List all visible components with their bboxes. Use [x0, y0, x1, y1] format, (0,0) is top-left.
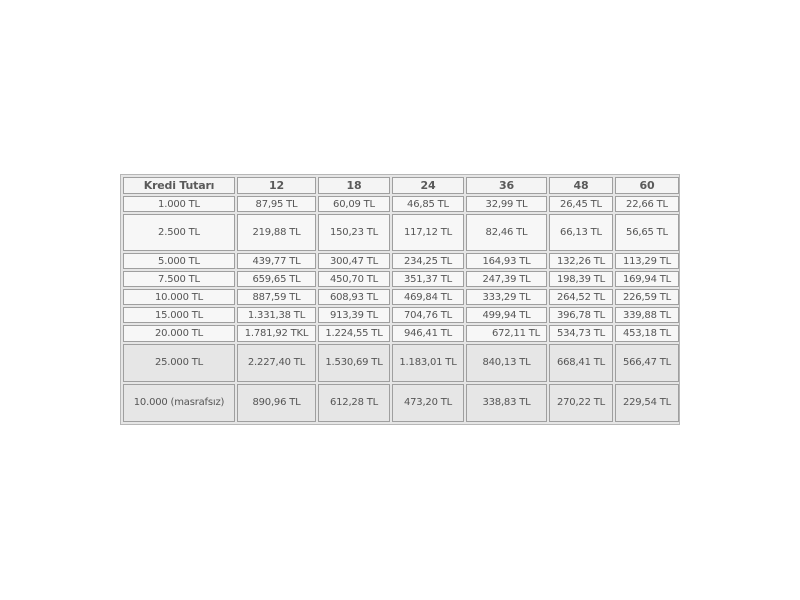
table-cell: 339,88 TL: [615, 307, 679, 323]
table-cell: 913,39 TL: [318, 307, 390, 323]
table-cell: 450,70 TL: [318, 271, 390, 287]
table-cell: 333,29 TL: [466, 289, 547, 305]
table-header-row: [123, 177, 679, 194]
table-cell: 351,37 TL: [392, 271, 464, 287]
table-cell: 396,78 TL: [549, 307, 613, 323]
table-row: [123, 214, 679, 251]
table-row: [123, 289, 679, 305]
table-cell: 534,73 TL: [549, 325, 613, 341]
table-cell: 887,59 TL: [237, 289, 316, 305]
table-row: [123, 307, 679, 323]
table-cell: 150,23 TL: [318, 214, 390, 251]
table-cell: 117,12 TL: [392, 214, 464, 251]
table-cell: 2.227,40 TL: [237, 344, 316, 382]
table-cell: 439,77 TL: [237, 253, 316, 269]
table-cell: 219,88 TL: [237, 214, 316, 251]
table-cell: 87,95 TL: [237, 196, 316, 212]
header-cell-term: 24: [392, 177, 464, 194]
table-cell: 453,18 TL: [615, 325, 679, 341]
table-cell: 612,28 TL: [318, 384, 390, 422]
table-cell: 338,83 TL: [466, 384, 547, 422]
table-row: [123, 253, 679, 269]
table-cell: 1.331,38 TL: [237, 307, 316, 323]
table-cell: 132,26 TL: [549, 253, 613, 269]
table-row: [123, 325, 679, 341]
table-cell: 32,99 TL: [466, 196, 547, 212]
table-cell: 840,13 TL: [466, 344, 547, 382]
table-cell: 26,45 TL: [549, 196, 613, 212]
table-cell: 229,54 TL: [615, 384, 679, 422]
table-row: [123, 344, 679, 382]
table-cell: 56,65 TL: [615, 214, 679, 251]
table-cell: 1.000 TL: [123, 196, 235, 212]
table-cell: 66,13 TL: [549, 214, 613, 251]
table-cell: 60,09 TL: [318, 196, 390, 212]
table-cell: 1.530,69 TL: [318, 344, 390, 382]
header-cell-term: 36: [466, 177, 547, 194]
table-cell: 890,96 TL: [237, 384, 316, 422]
table-cell: 566,47 TL: [615, 344, 679, 382]
table-cell: 469,84 TL: [392, 289, 464, 305]
header-cell-term: 48: [549, 177, 613, 194]
table-cell: 270,22 TL: [549, 384, 613, 422]
table-cell: 1.781,92 TKL: [237, 325, 316, 341]
table-cell: 22,66 TL: [615, 196, 679, 212]
table-row: [123, 196, 679, 212]
table-cell: 10.000 TL: [123, 289, 235, 305]
table-cell: 672,11 TL: [466, 325, 547, 341]
table-cell: 499,94 TL: [466, 307, 547, 323]
credit-payment-table-container: [120, 174, 680, 425]
table-cell: 473,20 TL: [392, 384, 464, 422]
header-cell-term: 12: [237, 177, 316, 194]
table-cell: 608,93 TL: [318, 289, 390, 305]
table-cell: 113,29 TL: [615, 253, 679, 269]
table-cell: 15.000 TL: [123, 307, 235, 323]
table-row: [123, 271, 679, 287]
table-cell: 46,85 TL: [392, 196, 464, 212]
table-cell: 1.183,01 TL: [392, 344, 464, 382]
table-cell: 2.500 TL: [123, 214, 235, 251]
table-cell: 704,76 TL: [392, 307, 464, 323]
table-cell: 264,52 TL: [549, 289, 613, 305]
table-cell: 5.000 TL: [123, 253, 235, 269]
table-cell: 300,47 TL: [318, 253, 390, 269]
table-cell: 198,39 TL: [549, 271, 613, 287]
table-cell: 169,94 TL: [615, 271, 679, 287]
table-cell: 82,46 TL: [466, 214, 547, 251]
table-cell: 10.000 (masrafsız): [123, 384, 235, 422]
table-row: [123, 384, 679, 422]
header-cell-term: 60: [615, 177, 679, 194]
table-cell: 659,65 TL: [237, 271, 316, 287]
table-cell: 20.000 TL: [123, 325, 235, 341]
credit-payment-table: [121, 175, 681, 424]
table-cell: 164,93 TL: [466, 253, 547, 269]
header-cell-term: 18: [318, 177, 390, 194]
table-cell: 234,25 TL: [392, 253, 464, 269]
table-cell: 226,59 TL: [615, 289, 679, 305]
table-cell: 247,39 TL: [466, 271, 547, 287]
table-cell: 946,41 TL: [392, 325, 464, 341]
table-cell: 7.500 TL: [123, 271, 235, 287]
header-cell-loan-amount: Kredi Tutarı: [123, 177, 235, 194]
table-cell: 25.000 TL: [123, 344, 235, 382]
table-cell: 1.224,55 TL: [318, 325, 390, 341]
table-cell: 668,41 TL: [549, 344, 613, 382]
